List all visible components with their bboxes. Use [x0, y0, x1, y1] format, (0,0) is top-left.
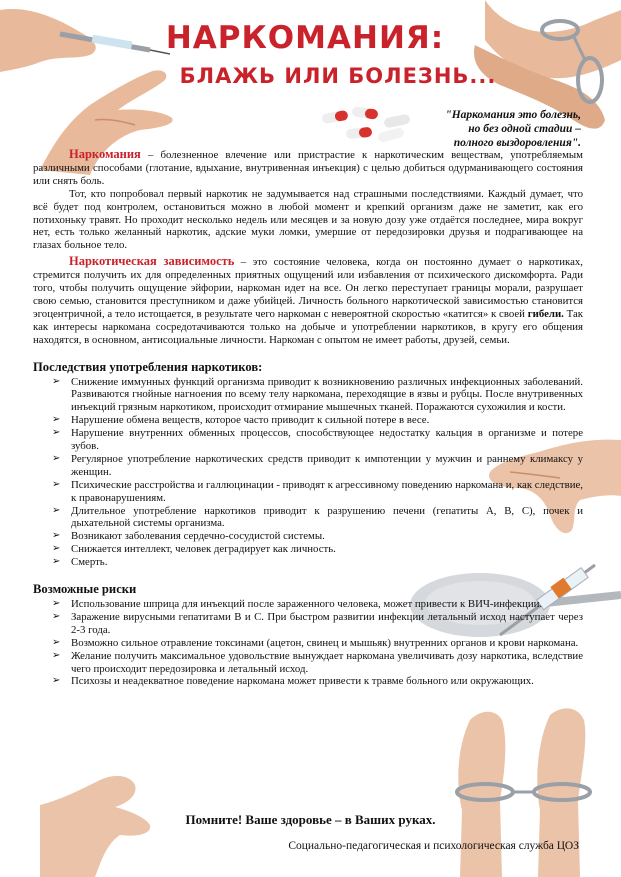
- term-dependence: Наркотическая зависимость: [69, 254, 235, 269]
- list-item-text: Смерть.: [71, 556, 108, 569]
- dependence-bold: гибели.: [527, 307, 564, 320]
- bullet-arrow-icon: ➢: [52, 375, 61, 387]
- bullet-arrow-icon: ➢: [52, 636, 61, 648]
- list-item-text: Возможно сильное отравление токсинами (ацетон, свинец и мышьяк) внутренних органов и крови наркомана.: [71, 636, 579, 649]
- list-item: [52, 556, 583, 569]
- list-item-text: Длительное употребление наркотиков приводит к разрушению печени (гепатиты А, В, С), почек и дыхательной системы организма.: [71, 504, 583, 530]
- bullet-arrow-icon: ➢: [52, 414, 61, 426]
- consequences-heading: Последствия употребления наркотиков:: [33, 359, 263, 374]
- list-item: [52, 452, 583, 479]
- bullet-arrow-icon: ➢: [52, 452, 61, 464]
- bullet-arrow-icon: ➢: [52, 504, 61, 516]
- bullet-arrow-icon: ➢: [52, 530, 61, 542]
- list-item-text: Нарушение внутренних обменных процессов, способствующее недостатку кальция в организме и потере зубов.: [71, 427, 583, 453]
- term-addiction: Наркомания: [69, 147, 141, 161]
- page-subtitle: БЛАЖЬ ИЛИ БОЛЕЗНЬ...: [179, 64, 497, 88]
- list-item: [52, 675, 583, 688]
- list-item-text: Психозы и неадекватное поведение наркомана может привести к травме больного или окружающих.: [71, 675, 534, 688]
- definition-text: – болезненное влечение или пристрастие к наркотическим веществам, употребляемым различными способами (глотание, вдыхание, внутривенная инъекция) с целью добиться одурманивающего состояния или снять боль.: [33, 149, 583, 187]
- list-item: [52, 504, 583, 531]
- list-item-text: Снижение иммунных функций организма приводит к возникновению различных инфекционных заболеваний. Развиваются гнойные нагноения по всему телу наркомана, переходящие в язвы и рубцы. После внутривенных инъекций грязным наркотиком, происходит отмирание мышечных тканей. Поражаются сухожилия и кости.: [71, 375, 583, 414]
- consequences-list: [33, 376, 583, 570]
- bullet-arrow-icon: ➢: [52, 649, 61, 661]
- page-title: НАРКОМАНИЯ:: [165, 20, 445, 56]
- bullet-arrow-icon: ➢: [52, 543, 61, 555]
- hand-lower-left-illustration: [40, 745, 160, 877]
- list-item-text: Заражение вирусными гепатитами В и С. При быстром развитии инфекции летальный исход наступает через 2-3 года.: [71, 610, 583, 636]
- list-item: [52, 478, 583, 505]
- list-item-text: Регулярное употребление наркотических средств приводит к импотенции у мужчин и раннему климаксу у женщин.: [71, 452, 583, 478]
- list-item: [52, 636, 583, 650]
- list-item: [52, 649, 583, 676]
- list-item-text: Возникают заболевания сердечно-сосудистой системы.: [71, 530, 325, 543]
- risks-heading: Возможные риски: [33, 582, 137, 597]
- list-item-text: Снижается интеллект, человек деградирует как личность.: [71, 543, 336, 556]
- bullet-arrow-icon: ➢: [52, 610, 61, 622]
- bullet-arrow-icon: ➢: [52, 478, 61, 490]
- risks-list: [33, 598, 583, 688]
- list-item: [52, 414, 583, 427]
- list-item-text: Нарушение обмена веществ, которое часто приводит к сильной потере в весе.: [71, 414, 430, 427]
- dependence-text-b: Так как интересы наркомана сосредотачиваются только на добыче и употреблении наркотиков, в кругу его общения находятся, в основном, антисоциальные личности. Наркоман с опытом не имеет работы, друзей, семьи.: [33, 307, 583, 346]
- article-body: [33, 148, 583, 688]
- bullet-arrow-icon: ➢: [52, 598, 61, 609]
- list-item: [52, 610, 583, 637]
- intro-paragraph: Тот, кто попробовал первый наркотик не задумывается над страшными последствиями. Каждый думает, что всё будет под контролем, остановиться можно в любой момент и крепкий организм даже не заметит, как его потихоньку травят. Но проходит несколько недель или месяцев и за новую дозу уже отдаётся последнее, мира вокруг нет, есть только желанный наркотик, адские муки ломки, умершие от передозировки друзья и подрагивающее на глазах больное тело.: [33, 187, 583, 252]
- list-item: [52, 530, 583, 543]
- bullet-arrow-icon: ➢: [52, 556, 61, 568]
- list-item-text: Психические расстройства и галлюцинации - приводят к агрессивному поведению наркомана и, как следствие, к правонарушениям.: [71, 478, 583, 504]
- dependence-text-a: – это состояние человека, когда он постоянно думает о наркотиках, стремится получить их для определенных приятных ощущений или избавления от психического дискомфорта. Ради того, чтобы получить ощущение эйфории, наркоман идет на все. Он легко переступает границы морали, разрушает свою семью, становится преступником и даже убийцей. Личность больного наркотической зависимостью становится эгоцентричной, а тело истощается, в результате чего наркоман с невероятной скоростью «катится» к своей: [33, 256, 583, 320]
- reminder-text: Помните! Ваше здоровье – в Ваших руках.: [185, 812, 436, 827]
- bullet-arrow-icon: ➢: [52, 427, 61, 439]
- bullet-arrow-icon: ➢: [52, 675, 61, 687]
- list-item: [52, 427, 583, 453]
- service-signature: Социально-педагогическая и психологическая служба ЦОЗ: [288, 840, 579, 852]
- list-item: [52, 598, 583, 611]
- definition-paragraph: [33, 148, 583, 188]
- list-item: [52, 543, 583, 556]
- list-item: [52, 375, 583, 415]
- quote-line: но без одной стадии –: [468, 123, 581, 135]
- list-item-text: Желание получить максимальное удовольствие вынуждает наркомана увеличивать дозу наркотика, вследствие чего происходит передозировка и летальный исход.: [71, 649, 583, 675]
- quote-line: полного выздоровления".: [453, 137, 581, 149]
- dependence-paragraph: [33, 255, 583, 346]
- list-item-text: Использование шприца для инъекций после зараженного человека, может привести к ВИЧ-инфекции.: [71, 598, 543, 610]
- epigraph-quote: [361, 108, 581, 150]
- quote-line: "Наркомания это болезнь,: [445, 109, 581, 121]
